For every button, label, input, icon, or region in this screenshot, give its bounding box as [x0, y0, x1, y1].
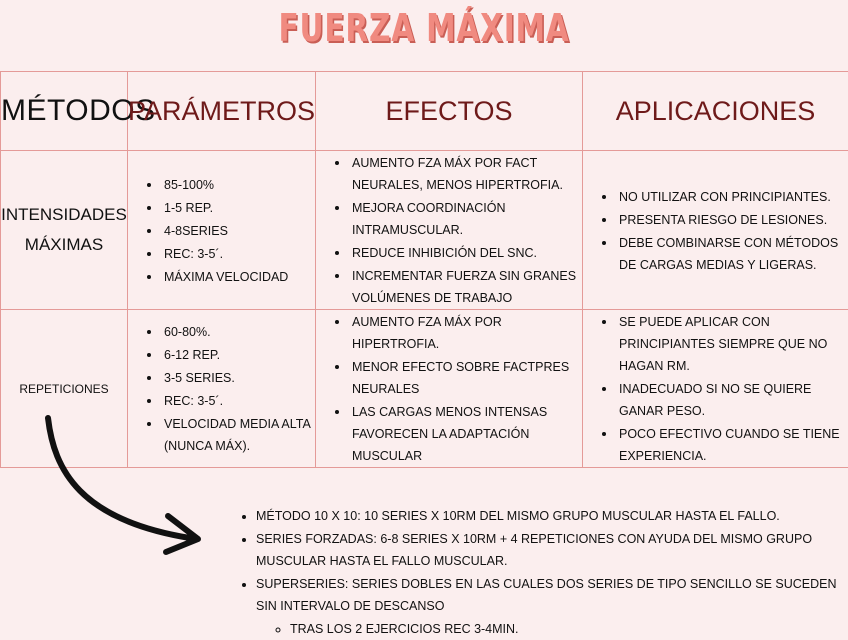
- cell-parametros: [128, 151, 316, 310]
- list-item: • MEJORA COORDINACIÓN INTRAMUSCULAR.: [350, 196, 582, 241]
- list-item: • INADECUADO SI NO SE QUIERE GANAR PESO.: [617, 377, 848, 422]
- header-metodos: MÉTODOS: [1, 72, 128, 151]
- list-item: • SE PUEDE APLICAR CON PRINCIPIANTES SIEMPRE QUE NO HAGAN RM.: [617, 310, 848, 377]
- cell-efectos: [316, 151, 583, 310]
- list-item: • 1-5 REP.: [162, 196, 315, 219]
- row-label-repeticiones: REPETICIONES: [1, 310, 128, 468]
- curved-arrow-icon: [40, 410, 220, 560]
- header-parametros: PARÁMETROS: [128, 72, 316, 151]
- row-label-intensidades: INTENSIDADES MÁXIMAS: [1, 151, 128, 310]
- header-efectos: EFECTOS: [316, 72, 583, 151]
- list-item: • NO UTILIZAR CON PRINCIPIANTES.: [617, 185, 848, 208]
- list-item: • LAS CARGAS MENOS INTENSAS FAVORECEN LA ADAPTACIÓN MUSCULAR: [350, 400, 582, 467]
- list-item: • MÉTODO 10 X 10: 10 SERIES X 10RM DEL MISMO GRUPO MUSCULAR HASTA EL FALLO.: [256, 505, 846, 528]
- table-header-row: [1, 72, 848, 151]
- list-item: • DEBE COMBINARSE CON MÉTODOS DE CARGAS MEDIAS Y LIGERAS.: [617, 231, 848, 276]
- list-item: • POCO EFECTIVO CUANDO SE TIENE EXPERIENCIA.: [617, 422, 848, 467]
- list-item: • INCREMENTAR FUERZA SIN GRANES VOLÚMENES DE TRABAJO: [350, 264, 582, 309]
- list-item-text: SUPERSERIES: SERIES DOBLES EN LAS CUALES DOS SERIES DE TIPO SENCILLO SE SUCEDEN SIN INTERVALO DE DESCANSO: [256, 577, 837, 614]
- list-item: • REDUCE INHIBICIÓN DEL SNC.: [350, 241, 582, 264]
- list-item: • 3-5 SERIES.: [162, 366, 315, 389]
- header-aplicaciones: APLICACIONES: [583, 72, 848, 151]
- cell-efectos: [316, 310, 583, 468]
- list-item: • MENOR EFECTO SOBRE FACTPRES NEURALES: [350, 355, 582, 400]
- page-title: FUERZA MÁXIMA: [93, 6, 754, 50]
- list-item: • 4-8SERIES: [162, 219, 315, 242]
- list-item: • AUMENTO FZA MÁX POR FACT NEURALES, MENOS HIPERTROFIA.: [350, 151, 582, 196]
- list-item: [256, 573, 846, 640]
- list-item: • REC: 3-5´.: [162, 389, 315, 412]
- table-row: [1, 151, 848, 310]
- methods-table: [0, 71, 848, 468]
- list-item: • PRESENTA RIESGO DE LESIONES.: [617, 208, 848, 231]
- list-item: • 60-80%.: [162, 320, 315, 343]
- list-item: • 6-12 REP.: [162, 343, 315, 366]
- list-item: • SERIES FORZADAS: 6-8 SERIES X 10RM + 4 REPETICIONES CON AYUDA DEL MISMO GRUPO MUSCULAR HASTA EL FALLO MUSCULAR.: [256, 528, 846, 573]
- sub-list-item: ◦ TRAS LOS 2 EJERCICIOS REC 3-4MIN.: [290, 618, 846, 640]
- cell-aplicaciones: [583, 151, 848, 310]
- cell-aplicaciones: [583, 310, 848, 468]
- list-item: • AUMENTO FZA MÁX POR HIPERTROFIA.: [350, 310, 582, 355]
- list-item: • 85-100%: [162, 173, 315, 196]
- list-item: • REC: 3-5´.: [162, 242, 315, 265]
- notes-list: [236, 505, 846, 640]
- list-item: • MÁXIMA VELOCIDAD: [162, 265, 315, 288]
- list-item: • VELOCIDAD MEDIA ALTA (NUNCA MÁX).: [162, 412, 315, 457]
